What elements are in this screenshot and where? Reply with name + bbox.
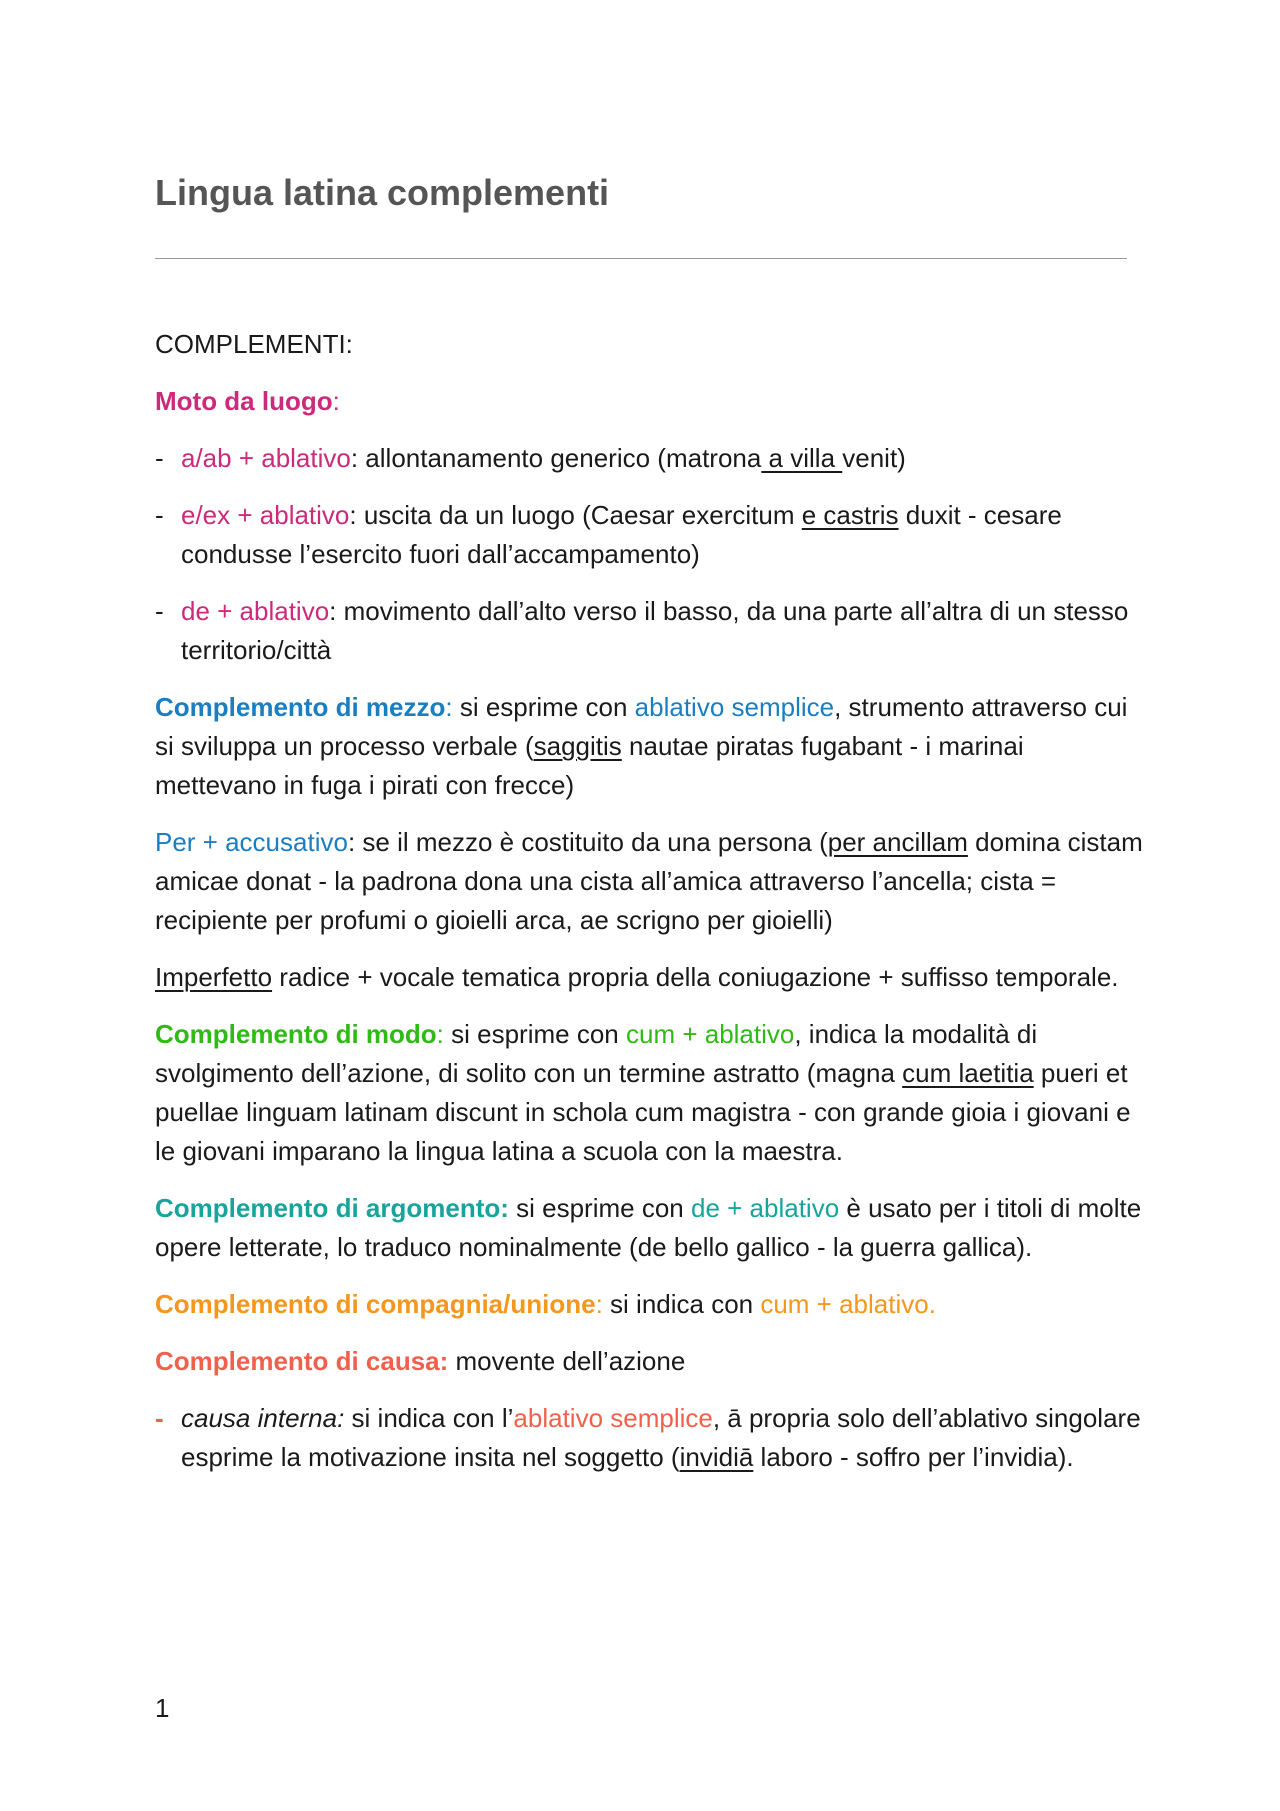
moto-heading: Moto da luogo bbox=[155, 386, 333, 416]
paragraph-text: , indica la modalità di svolgimento dell’azione, di solito con un termine astratto (magna bbox=[155, 1019, 1038, 1088]
paragraph-text: domina cistam amicae donat - la padrona dona una cista all’amica attraverso l’ancella; cista = recipiente per profumi o gioielli arca, ae scrigno per gioielli) bbox=[155, 827, 1143, 935]
mezzo-heading-colon: : bbox=[445, 692, 453, 722]
causa-paragraph bbox=[155, 1342, 1145, 1381]
term: ablativo semplice bbox=[634, 692, 835, 722]
title-divider bbox=[155, 258, 1127, 259]
paragraph-text: nautae piratas fugabant - i marinai mettevano in fuga i pirati con frecce) bbox=[155, 731, 1024, 800]
item-text: , ā propria solo dell’ablativo singolare esprime la motivazione insita nel soggetto ( bbox=[181, 1403, 1141, 1472]
item-text: laboro - soffro per l’invidia). bbox=[753, 1442, 1074, 1472]
underlined-example: invidiā bbox=[679, 1442, 754, 1472]
modo-heading-colon: : bbox=[436, 1019, 444, 1049]
term: a/ab + ablativo bbox=[181, 443, 351, 473]
underlined-term: Imperfetto bbox=[155, 962, 273, 992]
dash-bullet: - bbox=[155, 443, 164, 473]
modo-paragraph bbox=[155, 1015, 1145, 1171]
paragraph-text: è usato per i titoli di molte opere letterate, lo traduco nominalmente (de bello gallico - la guerra gallica). bbox=[155, 1193, 1142, 1262]
moto-heading-line bbox=[155, 382, 1145, 421]
paragraph-text: movente dell’azione bbox=[448, 1346, 686, 1376]
paragraph-text: , strumento attraverso cui si sviluppa un processo verbale ( bbox=[155, 692, 1128, 761]
term: cum + ablativo. bbox=[760, 1289, 936, 1319]
mezzo-heading: Complemento di mezzo bbox=[155, 692, 446, 722]
paragraph-text: si esprime con bbox=[452, 692, 635, 722]
intro-line bbox=[155, 325, 1145, 364]
item-text: : uscita da un luogo (Caesar exercitum bbox=[349, 500, 802, 530]
page-number: 1 bbox=[155, 1693, 170, 1723]
list-item bbox=[155, 592, 1145, 670]
document-body bbox=[155, 325, 1145, 1495]
term: ablativo semplice bbox=[513, 1403, 713, 1433]
paragraph-text: si esprime con bbox=[508, 1193, 691, 1223]
paragraph-text: si esprime con bbox=[443, 1019, 626, 1049]
dash-bullet: - bbox=[155, 596, 164, 626]
dash-bullet: - bbox=[155, 1403, 164, 1433]
paragraph-text: si indica con bbox=[602, 1289, 761, 1319]
term: de + ablativo bbox=[690, 1193, 840, 1223]
dash-bullet: - bbox=[155, 500, 164, 530]
item-text: si indica con l’ bbox=[344, 1403, 514, 1433]
causa-heading: Complemento di causa: bbox=[155, 1346, 449, 1376]
list-item bbox=[155, 1399, 1145, 1477]
underlined-example: cum laetitia bbox=[902, 1058, 1034, 1088]
term: e/ex + ablativo bbox=[181, 500, 350, 530]
argomento-heading: Complemento di argomento: bbox=[155, 1193, 509, 1223]
intro-text: COMPLEMENTI: bbox=[155, 329, 353, 359]
argomento-paragraph bbox=[155, 1189, 1145, 1267]
underlined-example: a villa bbox=[761, 443, 843, 473]
modo-heading: Complemento di modo bbox=[155, 1019, 437, 1049]
underlined-example: per ancillam bbox=[827, 827, 968, 857]
compagnia-heading: Complemento di compagnia/unione bbox=[155, 1289, 596, 1319]
paragraph-text: pueri et puellae linguam latinam discunt in schola cum magistra - con grande gioia i giovani e le giovani imparano la lingua latina a scuola con la maestra. bbox=[155, 1058, 1131, 1166]
imperfetto-paragraph bbox=[155, 958, 1145, 997]
paragraph-text: radice + vocale tematica propria della coniugazione + suffisso temporale. bbox=[272, 962, 1119, 992]
item-text: duxit - cesare condusse l’esercito fuori dall’accampamento) bbox=[181, 500, 1062, 569]
list-item bbox=[155, 439, 1145, 478]
moto-heading-colon: : bbox=[332, 386, 340, 416]
underlined-example: e castris bbox=[801, 500, 899, 530]
item-text: : movimento dall’alto verso il basso, da una parte all’altra di un stesso territorio/città bbox=[181, 596, 1129, 665]
per-accusativo-paragraph bbox=[155, 823, 1145, 940]
compagnia-paragraph bbox=[155, 1285, 1145, 1324]
term: cum + ablativo bbox=[625, 1019, 795, 1049]
item-text: venit) bbox=[842, 443, 906, 473]
underlined-example: saggitis bbox=[533, 731, 622, 761]
term: de + ablativo bbox=[181, 596, 330, 626]
term: Per + accusativo bbox=[155, 827, 348, 857]
compagnia-heading-colon: : bbox=[595, 1289, 603, 1319]
paragraph-text: : se il mezzo è costituito da una persona ( bbox=[347, 827, 828, 857]
mezzo-paragraph bbox=[155, 688, 1145, 805]
page-title: Lingua latina complementi bbox=[155, 172, 610, 213]
italic-term: causa interna: bbox=[181, 1403, 345, 1433]
list-item bbox=[155, 496, 1145, 574]
item-text: : allontanamento generico (matrona bbox=[350, 443, 762, 473]
